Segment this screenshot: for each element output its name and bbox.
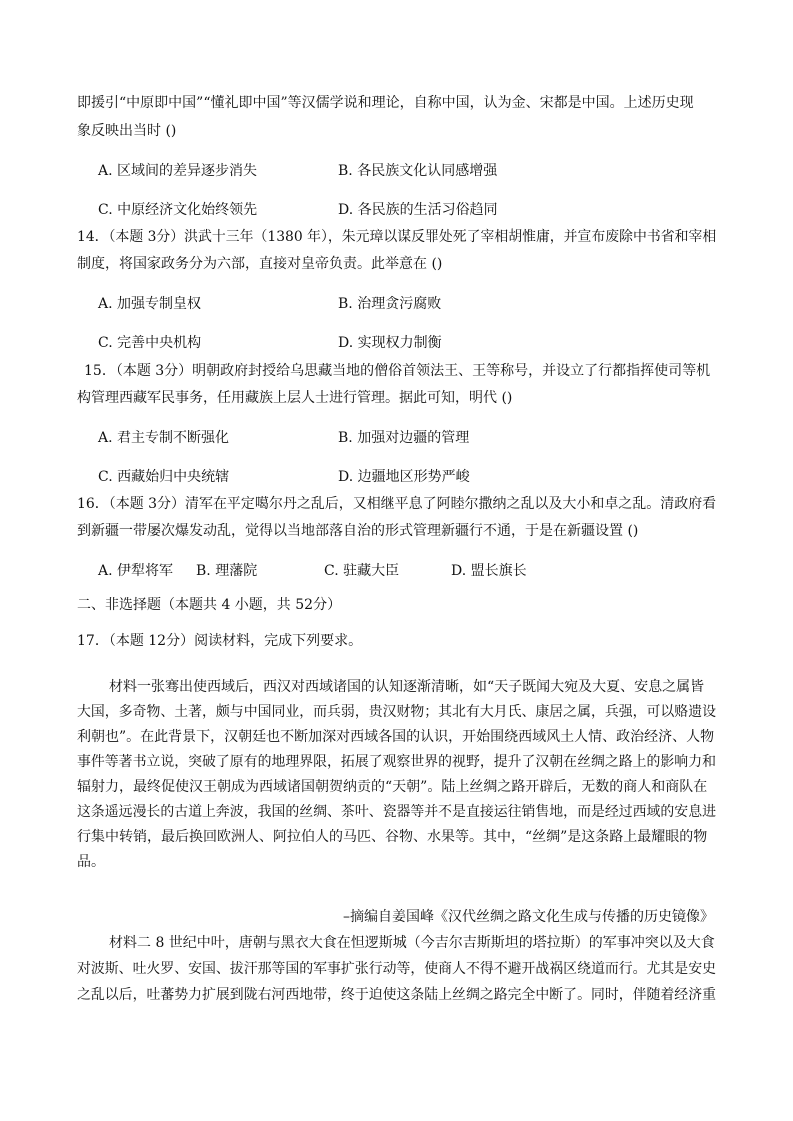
material1-line6: 这条遥远漫长的古道上奔波，我国的丝绸、茶叶、瓷器等并不是直接运往销售地，而是经过西域的安息进 [77, 804, 716, 820]
q16-option-c: C. 驻藏大臣 [324, 563, 400, 579]
q13-option-d: D. 各民族的生活习俗趋同 [338, 202, 498, 218]
q15-option-a: A. 君主专制不断强化 [98, 430, 230, 446]
q15-option-d: D. 边疆地区形势严峻 [338, 469, 470, 485]
q14-stem-line2: 制度，将国家政务分为六部，直接对皇帝负责。此举意在 () [77, 256, 443, 272]
q14-option-c: C. 完善中央机构 [98, 335, 202, 351]
material1-line5: 辐射力，最终促使汉王朝成为西域诸国朝贺纳贡的“天朝”。陆上丝绸之路开辟后，无数的商人和商队在 [77, 779, 708, 795]
material1-line2: 大国，多奇物、土著，颇与中国同业，而兵弱，贵汉财物；其北有大月氏、康居之属，兵强，可以赂遗设 [77, 704, 716, 720]
material1-line1: 材料一张骞出使西域后，西汉对西域诸国的认知逐渐清晰，如“天子既闻大宛及大夏、安息之属皆 [109, 679, 705, 695]
q16-option-b: B. 理藩院 [196, 563, 258, 579]
material2-line3: 之乱以后，吐蕃势力扩展到陇右河西地带，终于迫使这条陆上丝绸之路完全中断了。同时，伴随着经济重 [77, 987, 716, 1003]
q15-option-c: C. 西藏始归中央统辖 [98, 469, 230, 485]
q17-stem: 17．（本题 12分）阅读材料，完成下列要求。 [77, 633, 363, 649]
material1-line7: 行集中转销，最后换回欧洲人、阿拉伯人的马匹、谷物、水果等。其中，“丝绸”是这条路上最耀眼的物 [77, 829, 708, 845]
q13-option-a: A. 区域间的差异逐步消失 [98, 163, 258, 179]
material1-line4: 事件等著书立说，突破了原有的地理界限，拓展了观察世界的视野，提升了汉朝在丝绸之路上的影响力和 [77, 754, 716, 770]
material2-line1: 材料二 8 世纪中叶，唐朝与黑衣大食在怛逻斯城（今吉尔吉斯斯坦的塔拉斯）的军事冲突以及大食 [109, 935, 715, 951]
material1-source: –摘编自姜国峰《汉代丝绸之路文化生成与传播的历史镜像》 [343, 909, 714, 925]
q14-stem-line1: 14．（本题 3分）洪武十三年（1380 年），朱元璋以谋反罪处死了宰相胡惟庸，并宣布废除中书省和宰相 [77, 229, 717, 245]
material1-line8: 品。 [77, 854, 105, 870]
q13-option-b: B. 各民族文化认同感增强 [338, 163, 498, 179]
material1-line3: 利朝也”。在此背景下，汉朝廷也不断加深对西域各国的认识，开始围绕西域风土人情、政治经济、人物 [77, 729, 715, 745]
q15-stem-line1: 15．（本题 3分）明朝政府封授给乌思藏当地的僧俗首领法王、王等称号，并设立了行都指挥使司等机 [84, 363, 711, 379]
q13-stem-line1: 即援引“中原即中国”“懂礼即中国”等汉儒学说和理论，自称中国，认为金、宋都是中国。上述历史现 [77, 95, 694, 111]
q16-option-a: A. 伊犁将军 [98, 563, 174, 579]
q16-stem-line2: 到新疆一带屡次爆发动乱，觉得以当地部落自治的形式管理新疆行不通，于是在新疆设置 () [77, 523, 639, 539]
q14-option-a: A. 加强专制皇权 [98, 296, 202, 312]
q15-stem-line2: 构管理西藏军民事务，任用藏族上层人士进行管理。据此可知，明代 () [77, 390, 513, 406]
q13-option-c: C. 中原经济文化始终领先 [98, 202, 258, 218]
q15-option-b: B. 加强对边疆的管理 [338, 430, 470, 446]
q14-option-b: B. 治理贪污腐败 [338, 296, 442, 312]
section-heading: 二、非选择题（本题共 4 小题，共 52分） [77, 597, 342, 613]
material2-line2: 对波斯、吐火罗、安国、拔汗那等国的军事扩张行动等，使商人不得不避开战祸区绕道而行。尤其是安史 [77, 961, 716, 977]
q16-stem-line1: 16．（本题 3分）清军在平定噶尔丹之乱后，又相继平息了阿睦尔撒纳之乱以及大小和卓之乱。清政府看 [77, 496, 717, 512]
q13-stem-line2: 象反映出当时 () [77, 123, 177, 139]
q16-option-d: D. 盟长旗长 [451, 563, 527, 579]
q14-option-d: D. 实现权力制衡 [338, 335, 442, 351]
